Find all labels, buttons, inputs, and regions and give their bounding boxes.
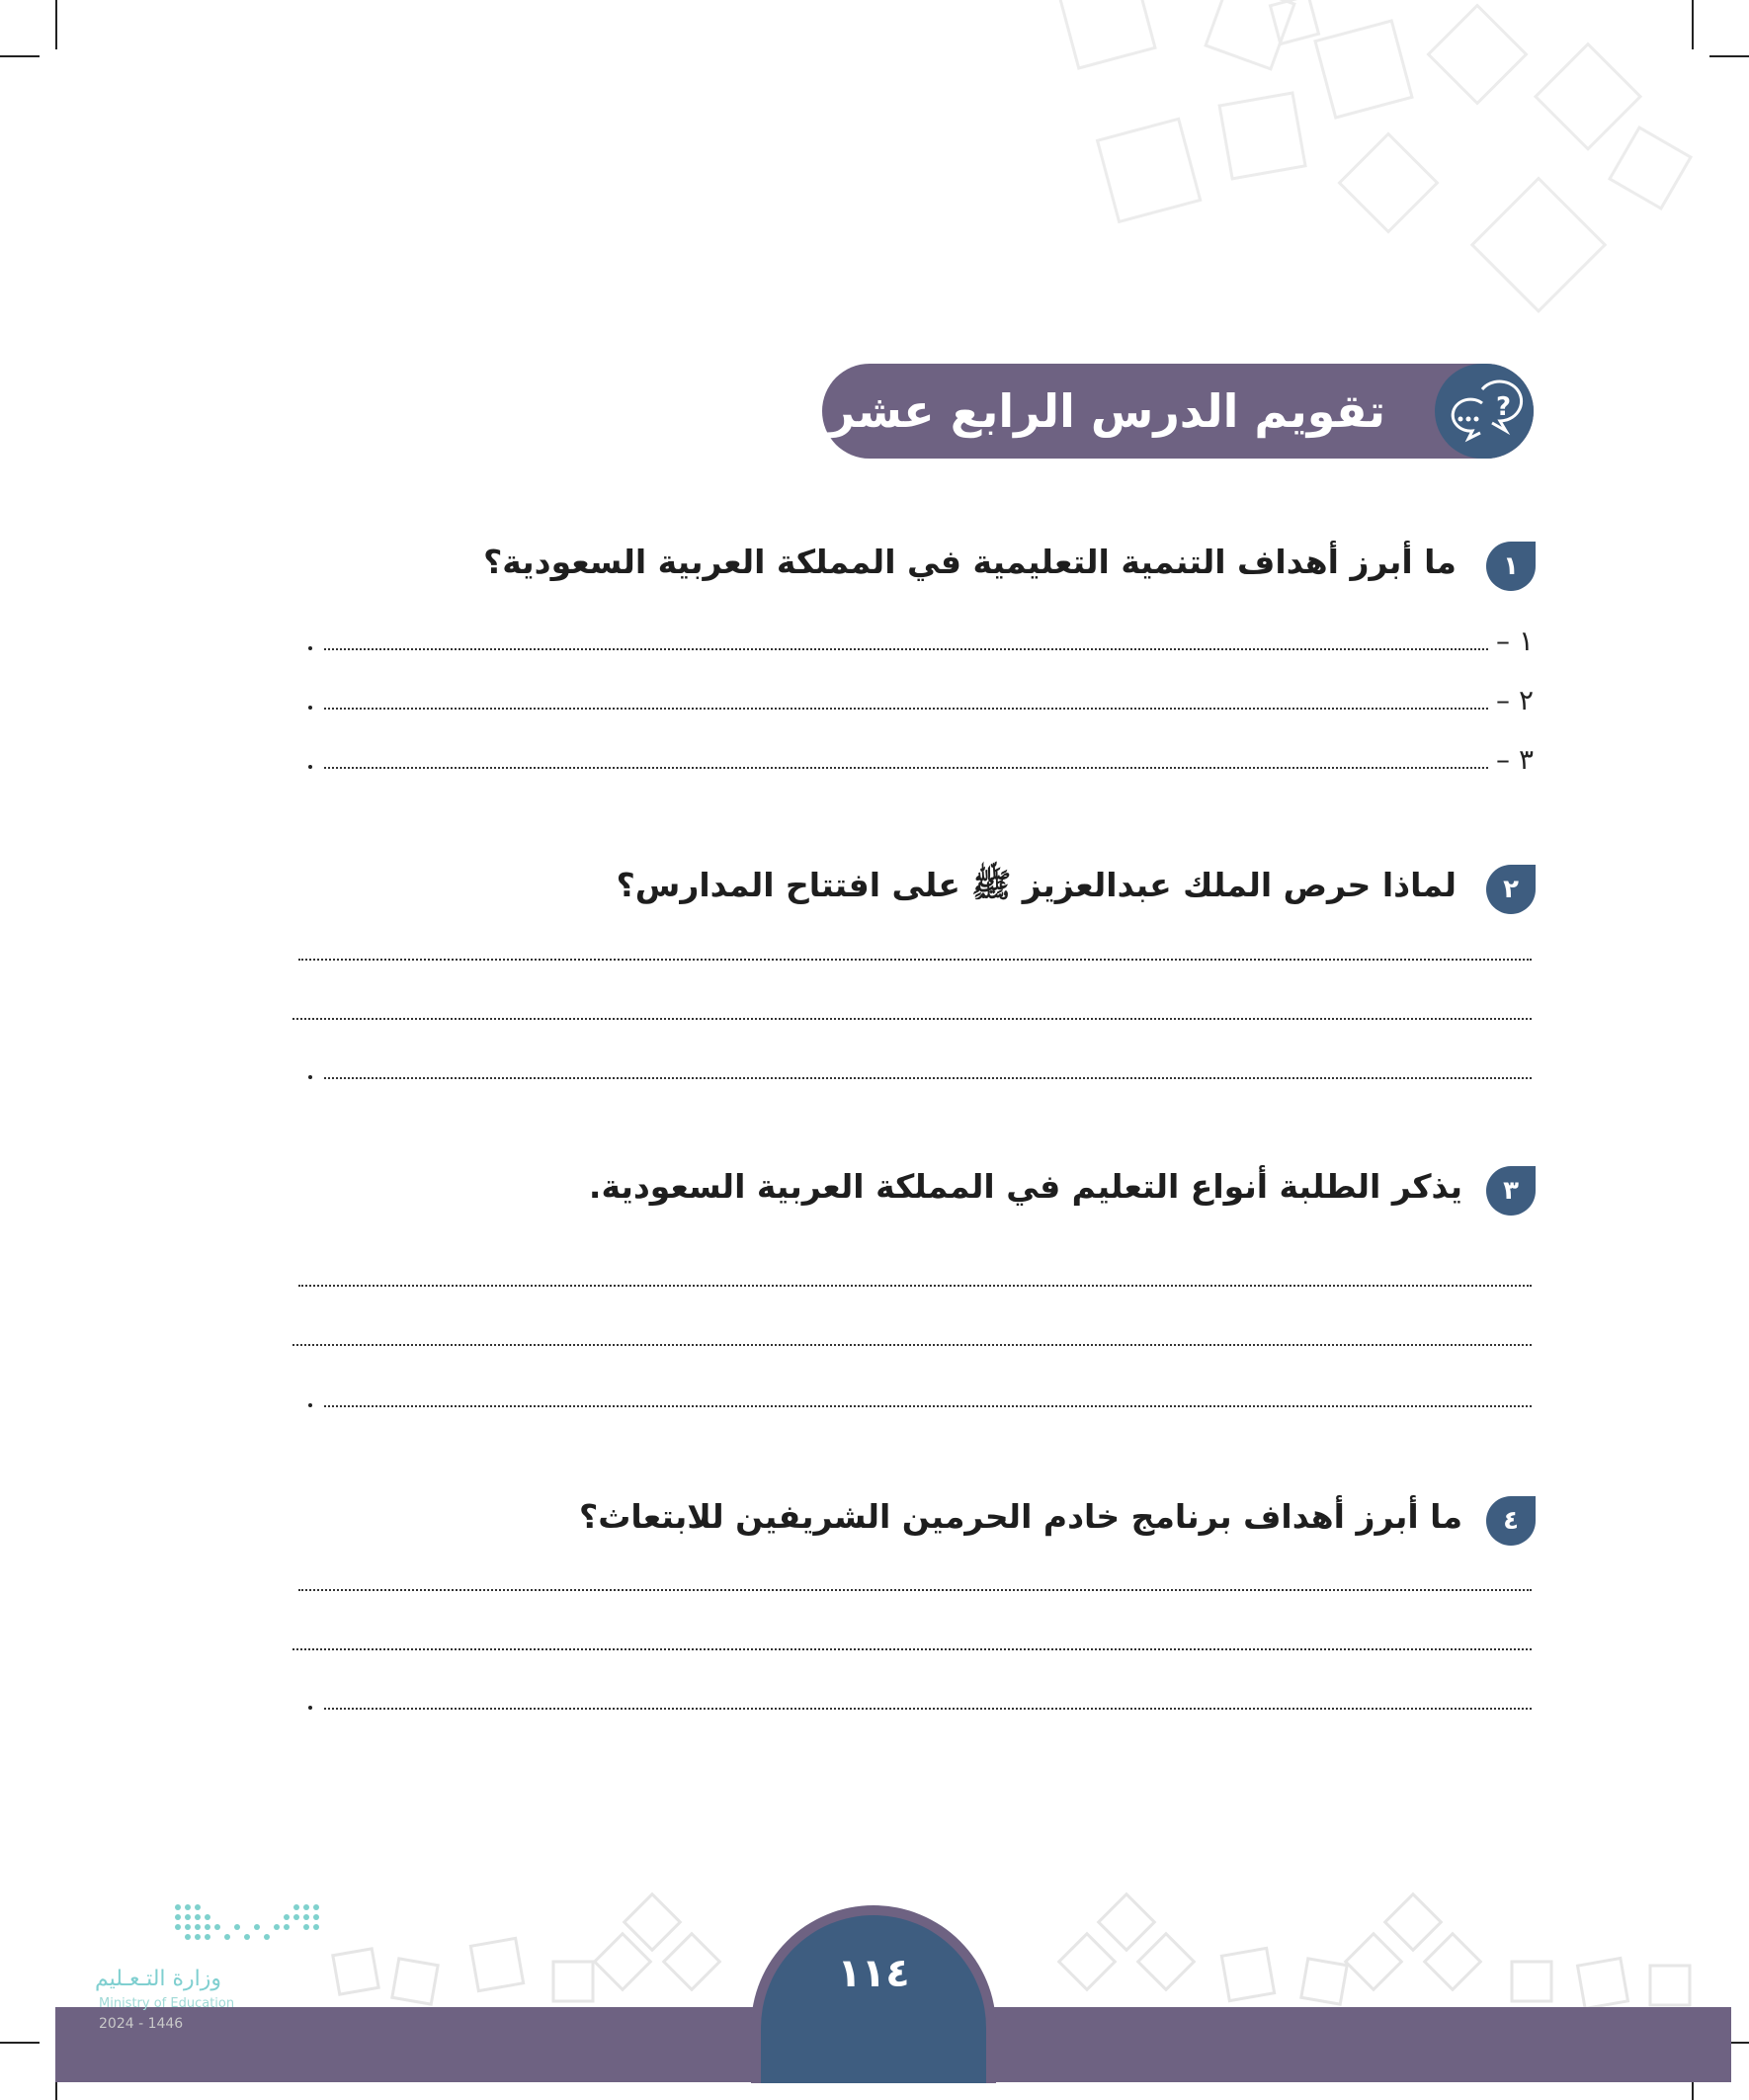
ministry-logo-subtext: Ministry of Education [99, 1996, 235, 2011]
question-text: يذكر الطلبة أنواع التعليم في المملكة العربية السعودية. [588, 1167, 1462, 1206]
line-end-dot [308, 646, 312, 650]
answer-line[interactable] [324, 1077, 1532, 1079]
crop-mark [0, 2042, 40, 2044]
ministry-logo-text: وزارة التـعـليم [95, 1967, 222, 1991]
question-number-badge: ٤ [1486, 1496, 1536, 1546]
line-end-dot [308, 1403, 312, 1407]
footer-pattern [296, 1883, 1729, 2011]
answer-line[interactable] [298, 1589, 1532, 1591]
answer-line[interactable] [298, 1285, 1532, 1287]
page-number: ١١٤ [837, 1951, 910, 1996]
answer-line[interactable] [324, 1405, 1532, 1407]
question-chat-icon [1435, 364, 1534, 459]
decorative-pattern [1028, 0, 1719, 316]
line-end-dot [308, 706, 312, 710]
crop-mark [0, 55, 40, 57]
ministry-logo-icon [168, 1897, 326, 1957]
question-number-badge: ١ [1486, 542, 1536, 591]
answer-label: ١ – [1496, 625, 1534, 657]
question-text: ما أبرز أهداف التنمية التعليمية في المملكة العربية السعودية؟ [483, 543, 1457, 581]
answer-line[interactable] [324, 708, 1488, 710]
question-number-badge: ٣ [1486, 1166, 1536, 1216]
answer-line[interactable] [324, 648, 1488, 650]
answer-label: ٣ – [1496, 743, 1534, 776]
answer-label: ٢ – [1496, 684, 1534, 716]
line-end-dot [308, 1706, 312, 1710]
answer-line[interactable] [292, 1648, 1532, 1650]
svg-text:?: ? [1496, 392, 1512, 422]
question-text: ما أبرز أهداف برنامج خادم الحرمين الشريفين للابتعاث؟ [579, 1497, 1462, 1536]
crop-mark [55, 0, 57, 49]
section-title: تقويم الدرس الرابع عشر [828, 384, 1385, 438]
answer-line[interactable] [292, 1018, 1532, 1020]
answer-line[interactable] [324, 1708, 1532, 1710]
line-end-dot [308, 765, 312, 769]
question-number-badge: ٢ [1486, 865, 1536, 914]
line-end-dot [308, 1075, 312, 1079]
answer-line[interactable] [324, 767, 1488, 769]
section-banner [822, 364, 1534, 459]
question-text: لماذا حرص الملك عبدالعزيز ﷺ على افتتاح المدارس؟ [616, 866, 1457, 904]
answer-line[interactable] [292, 1344, 1532, 1346]
edition-year: 2024 - 1446 [99, 2016, 184, 2032]
answer-line[interactable] [298, 959, 1532, 961]
